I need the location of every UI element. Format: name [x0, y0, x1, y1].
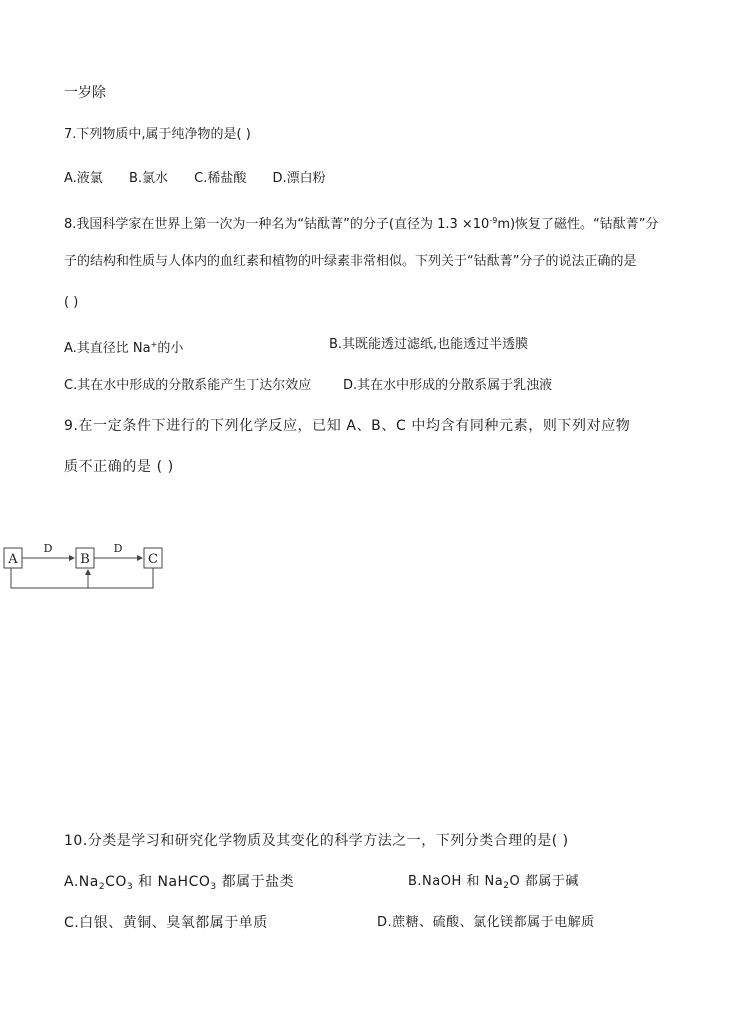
node-b-label: B: [80, 552, 90, 567]
q8-option-a-post: 的小: [157, 341, 184, 356]
reaction-diagram: [2, 540, 172, 600]
q10-option-d: D.蔗糖、硫酸、氯化镁都属于电解质: [377, 915, 595, 930]
q7-option-c: C.稀盐酸: [194, 171, 247, 186]
q10-option-a-mid1: CO: [105, 874, 127, 890]
q10-option-a-sub3: 3: [210, 882, 217, 892]
q8-option-d: D.其在水中形成的分散系属于乳浊液: [343, 378, 553, 393]
q7-option-a: A.液氯: [64, 171, 103, 186]
q10-option-a: [64, 873, 294, 896]
q8-option-a-pre: A.其直径比 Na: [64, 341, 151, 356]
q10-option-b: [408, 873, 579, 895]
q10-option-b-suffix: O 都属于碱: [509, 874, 579, 889]
q10-option-b-sub1: 2: [503, 881, 510, 891]
q10-option-a-mid2: 和 NaHCO: [133, 874, 211, 890]
top-fragment-text: 一岁除: [64, 85, 106, 101]
q10-stem: 10.分类是学习和研究化学物质及其变化的科学方法之一，下列分类合理的是( ): [64, 833, 569, 849]
q8-stem-b: m)恢复了磁性。“钴酞菁”分: [497, 217, 659, 232]
q8-stem-exponent: -9: [489, 216, 498, 225]
q8-stem-line1: [64, 212, 659, 234]
q10-option-a-sub1: 2: [98, 882, 106, 892]
q10-option-a-suffix: 都属于盐类: [216, 874, 295, 890]
q8-option-b: B.其既能透过滤纸,也能透过半透膜: [329, 337, 529, 352]
q7-stem: 7.下列物质中,属于纯净物的是( ): [64, 127, 251, 142]
q8-stem-line3: ( ): [64, 295, 79, 310]
q10-option-a-sub2: 3: [126, 882, 134, 892]
bottom-connector: [11, 568, 153, 588]
node-a-label: A: [8, 552, 18, 567]
node-c-label: C: [148, 552, 158, 567]
q10-option-c: C.白银、黄铜、臭氧都属于单质: [64, 915, 268, 931]
q10-option-b-prefix: B.NaOH 和 Na: [408, 874, 504, 889]
q8-option-a-sup: +: [150, 340, 158, 349]
q9-stem-line2: 质不正确的是 ( ): [64, 459, 174, 475]
q7-option-d: D.漂白粉: [272, 171, 326, 186]
q8-option-c: C.其在水中形成的分散系能产生丁达尔效应: [64, 378, 312, 393]
q9-stem-line1: 9.在一定条件下进行的下列化学反应，已知 A、B、C 中均含有同种元素，则下列对应物: [64, 418, 631, 434]
q7-options: [64, 170, 348, 188]
q8-option-a: [64, 336, 183, 358]
q7-option-b: B.氯水: [128, 171, 169, 186]
q8-stem-line2: 子的结构和性质与人体内的血红素和植物的叶绿素非常相似。下列关于“钴酞菁”分子的说法正确的是: [64, 254, 637, 269]
arrow1-label: D: [43, 542, 53, 555]
q10-option-a-prefix: A.Na: [64, 874, 99, 890]
q8-stem-a: 8.我国科学家在世界上第一次为一种名为“钴酞菁”的分子(直径为 1.3 ×10: [64, 217, 490, 232]
arrow2-label: D: [113, 542, 123, 555]
